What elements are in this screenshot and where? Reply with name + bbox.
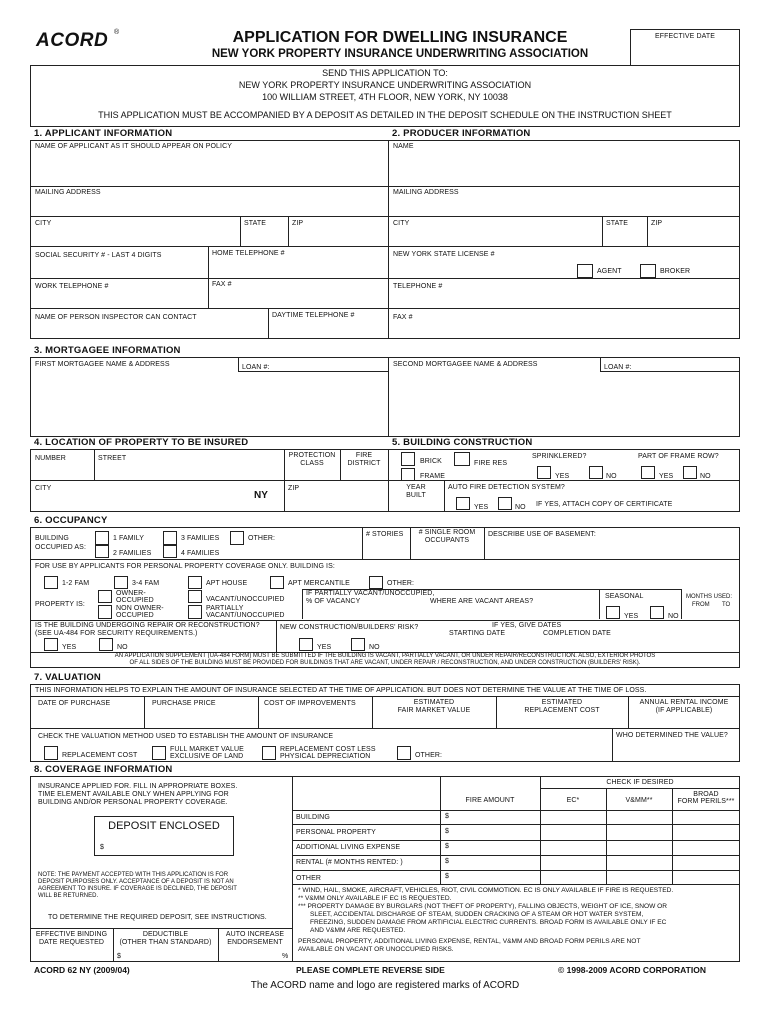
building-occupied-label: BUILDING [35,535,69,542]
auto-fire-detection-label: AUTO FIRE DETECTION SYSTEM? [448,484,565,491]
supplement-notice: AN APPLICATION SUPPLEMENT (UA-484 FORM) MUST BE SUBMITTED IF THE BUILDING IS VACANT, PARTIALLY VACANT, OR UNDER REPAIR/RECONSTRUCTION. ALSO, EXTERIOR PHOTOS [114,653,656,659]
copyright: © 1998-2009 ACORD CORPORATION [558,965,706,975]
producer-name-label: NAME [393,143,414,150]
property-number-label: NUMBER [35,455,66,462]
effective-date-label: EFFECTIVE DATE [655,33,715,40]
partially-vacant-checkbox[interactable] [188,605,202,619]
frame-row-no-label: NO [700,473,711,480]
applicant-state-label: STATE [244,220,267,227]
ssn-label: SOCIAL SECURITY # - LAST 4 DIGITS [35,252,162,259]
repair-yes-label: YES [62,644,77,651]
replacement-est-label: ESTIMATED [541,699,583,706]
year-built-label-2: BUILT [406,492,426,499]
send-to-address: 100 WILLIAM STREET, 4TH FLOOR, NEW YORK, NY 10038 [262,92,508,102]
attach-certificate-label: IF YES, ATTACH COPY OF CERTIFICATE [536,501,673,508]
footnote-broad-2: SLEET, ACCIDENTAL DISCHARGE OF STEAM, SUDDEN CRACKING OF A STEAM OR HOT WATER SYSTEM, [310,911,644,918]
section-3-title: 3. MORTGAGEE INFORMATION [34,345,181,356]
depreciation-checkbox[interactable] [262,746,276,760]
form-title: APPLICATION FOR DWELLING INSURANCE [232,29,568,46]
broad-form-header: BROAD [693,791,719,798]
four-families-checkbox[interactable] [163,545,177,558]
fam-3-4-checkbox[interactable] [114,576,128,589]
vacant-checkbox[interactable] [188,590,202,603]
producer-name-field[interactable] [389,152,739,185]
footnote-ec: * WIND, HAIL, SMOKE, AIRCRAFT, VEHICLES, RIOT, CIVIL COMMOTION. EC IS ONLY AVAILABLE IF FIRE IS REQUESTED. [298,887,674,894]
protection-class-label-2: CLASS [300,460,324,467]
fire-amount-header: FIRE AMOUNT [465,797,515,804]
seasonal-yes-label: YES [624,613,639,620]
coverage-rental-label: RENTAL (# MONTHS RENTED: ) [296,859,403,866]
deposit-note: NOTE: THE PAYMENT ACCEPTED WITH THIS APPLICATION IS FOR [38,872,229,878]
fire-res-label: FIRE RES [474,460,508,467]
brick-label: BRICK [420,458,442,465]
footnote-vacant-2: AVAILABLE ON VACANT OR UNOCCUPIED RISKS. [298,946,454,953]
fam-3-4-label: 3-4 FAM [132,580,160,587]
applicant-city-label: CITY [35,220,52,227]
building-other-label: OTHER: [387,580,415,587]
give-dates-label: IF YES, GIVE DATES [492,622,562,629]
applicant-zip-label: ZIP [292,220,304,227]
annual-rental-label-2: (IF APPLICABLE) [655,707,713,714]
months-to-label: TO [722,602,731,608]
owner-occupied-checkbox[interactable] [98,590,112,603]
months-from-label: FROM [692,602,710,608]
footnote-broad: *** PROPERTY DAMAGE BY BURGLARS (NOT THEFT OF PROPERTY), FALLING OBJECTS, WEIGHT OF ICE, SNOW OR [298,903,668,910]
applicant-mailing-label: MAILING ADDRESS [35,189,101,196]
acord-logo-reg-mark: ® [114,29,120,36]
depreciation-label-2: PHYSICAL DEPRECIATION [280,753,371,760]
fire-res-checkbox[interactable] [454,452,470,466]
first-loan-label: LOAN #: [242,364,270,371]
starting-date-label: STARTING DATE [449,630,506,637]
frame-label: FRAME [420,473,445,480]
apt-house-label: APT HOUSE [206,580,248,587]
owner-occupied-label-2: OCCUPIED [116,597,154,604]
auto-fire-yes-checkbox[interactable] [456,497,470,510]
three-families-label: 3 FAMILIES [181,535,220,542]
occupancy-other-checkbox[interactable] [230,531,244,545]
full-market-checkbox[interactable] [152,746,166,760]
new-const-yes-checkbox[interactable] [299,638,313,651]
acord-logo: ACORD [36,30,109,51]
agent-checkbox[interactable] [577,264,593,278]
insurance-applied-label-3: BUILDING AND/OR PERSONAL PROPERTY COVERAGE. [38,799,228,806]
sprinklered-label: SPRINKLERED? [532,453,587,460]
broker-label: BROKER [660,268,691,275]
sprinklered-no-label: NO [606,473,617,480]
seasonal-label: SEASONAL [605,593,644,600]
producer-mailing-label: MAILING ADDRESS [393,189,459,196]
three-families-checkbox[interactable] [163,531,177,545]
property-city-label: CITY [35,485,52,492]
required-deposit-label: TO DETERMINE THE REQUIRED DEPOSIT, SEE INSTRUCTIONS. [48,914,267,921]
registered-marks: The ACORD name and logo are registered marks of ACORD [250,980,520,991]
one-family-checkbox[interactable] [95,531,109,545]
purchase-date-label: DATE OF PURCHASE [38,700,111,707]
section-7-title: 7. VALUATION [34,672,101,683]
part-frame-row-label: PART OF FRAME ROW? [638,453,719,460]
deposit-note-2: DEPOSIT PURPOSES ONLY. ACCEPTANCE OF A DEPOSIT IS NOT AN [38,879,234,885]
deposit-note-4: WILL BE RETURNED. [38,893,99,899]
broker-checkbox[interactable] [640,264,656,278]
repair-question-label-2: (SEE UA-484 FOR SECURITY REQUIREMENTS.) [35,630,198,637]
who-determined-label: WHO DETERMINED THE VALUE? [616,732,728,739]
apt-mercantile-label: APT MERCANTILE [288,580,350,587]
coverage-personal-label: PERSONAL PROPERTY [296,829,376,836]
vacancy-pct-label-2: % OF VACANCY [306,598,361,605]
coverage-other-label: OTHER [296,875,321,882]
sprinklered-no-checkbox[interactable] [589,466,603,479]
agent-label: AGENT [597,268,622,275]
seasonal-yes-checkbox[interactable] [606,606,620,619]
full-market-label-2: EXCLUSIVE OF LAND [170,753,244,760]
two-families-label: 2 FAMILIES [113,550,152,557]
auto-increase-pct: % [282,953,289,960]
additional-amount[interactable]: $ [445,843,449,850]
vacancy-pct-label: IF PARTIALLY VACANT/UNOCCUPIED, [306,590,435,597]
valuation-other-label: OTHER: [415,752,443,759]
annual-rental-label: ANNUAL RENTAL INCOME [639,699,729,706]
fam-1-2-checkbox[interactable] [44,576,58,589]
footnote-broad-3: FREEZING, SUDDEN DAMAGE FROM ARTIFICIAL ELECTRIC CURRENTS. BROAD FORM IS AVAILABLE ONLY IF EC [310,919,667,926]
complete-reverse-note: PLEASE COMPLETE REVERSE SIDE [296,965,445,975]
auto-increase-label: AUTO INCREASE [225,931,285,938]
non-owner-occupied-label-2: OCCUPIED [116,612,154,619]
owner-occupied-label: OWNER- [116,590,146,597]
applicant-mailing-field[interactable] [31,198,387,215]
new-construction-label: NEW CONSTRUCTION/BUILDERS' RISK? [280,624,419,631]
producer-state-label: STATE [606,220,629,227]
non-owner-occupied-label: NON OWNER- [116,605,164,612]
send-to-org: NEW YORK PROPERTY INSURANCE UNDERWRITING ASSOCIATION [238,80,532,90]
effective-binding-label: EFFECTIVE BINDING [35,931,108,938]
footnote-vacant: PERSONAL PROPERTY, ADDITIONAL LIVING EXPENSE, RENTAL, V&MM AND BROAD FORM PERILS ARE NOT [298,938,641,945]
single-room-label-2: OCCUPANTS [424,537,470,544]
vacant-label: VACANT/UNOCCUPIED [206,596,285,603]
protection-class-label: PROTECTION [288,452,336,459]
applicant-fax-label: FAX # [212,281,232,288]
year-built-label: YEAR [406,484,426,491]
section-6-title: 6. OCCUPANCY [34,515,108,526]
insurance-applied-label: INSURANCE APPLIED FOR. FILL IN APPROPRIATE BOXES. [38,783,238,790]
property-street-label: STREET [98,455,127,462]
brick-checkbox[interactable] [401,452,415,466]
property-zip-label: ZIP [288,485,300,492]
frame-row-yes-label: YES [659,473,674,480]
two-families-checkbox[interactable] [95,545,109,558]
purchase-price-label: PURCHASE PRICE [152,700,216,707]
auto-increase-label-2: ENDORSEMENT [227,939,283,946]
license-label: NEW YORK STATE LICENSE # [393,251,495,258]
applicant-name-label: NAME OF APPLICANT AS IT SHOULD APPEAR ON POLICY [35,143,232,150]
seasonal-no-label: NO [668,613,679,620]
apt-house-checkbox[interactable] [188,576,202,589]
section-2-title: 2. PRODUCER INFORMATION [392,128,531,139]
auto-fire-yes-label: YES [474,504,489,511]
frame-row-no-checkbox[interactable] [683,466,697,479]
replacement-cost-checkbox[interactable] [44,746,58,760]
personal-amount[interactable]: $ [445,828,449,835]
inspector-contact-label: NAME OF PERSON INSPECTOR CAN CONTACT [35,314,197,321]
four-families-label: 4 FAMILIES [181,550,220,557]
apt-mercantile-checkbox[interactable] [270,576,284,589]
deposit-dollar-sign: $ [100,844,104,851]
completion-date-label: COMPLETION DATE [543,630,611,637]
fire-district-label-2: DISTRICT [347,460,381,467]
home-telephone-label: HOME TELEPHONE # [212,250,285,257]
property-state-value: NY [254,490,268,501]
deposit-notice: THIS APPLICATION MUST BE ACCOMPANIED BY A DEPOSIT AS DETAILED IN THE DEPOSIT SCHEDULE ON THE INSTRUCTION SHEET [98,110,672,120]
daytime-telephone-label: DAYTIME TELEPHONE # [272,312,355,319]
depreciation-label: REPLACEMENT COST LESS [280,746,376,753]
vacant-areas-label: WHERE ARE VACANT AREAS? [430,598,534,605]
second-loan-label: LOAN #: [604,364,632,371]
valuation-method-label: CHECK THE VALUATION METHOD USED TO ESTABLISH THE AMOUNT OF INSURANCE [38,733,334,740]
fam-1-2-label: 1-2 FAM [62,580,90,587]
valuation-other-checkbox[interactable] [397,746,411,760]
repair-question-label: IS THE BUILDING UNDERGOING REPAIR OR RECONSTRUCTION? [35,622,260,629]
supplement-notice-2: OF ALL SIDES OF THE BUILDING MUST BE PROVIDED FOR BUILDINGS THAT ARE VACANT, UNDER REPAIR / RECONSTRUCTION, AND UNDER CONSTRUCTION (BUILDERS' RISK). [129,660,641,666]
new-const-no-checkbox[interactable] [351,638,365,651]
partially-vacant-label-2: VACANT/UNOCCUPIED [206,612,285,619]
section-8-title: 8. COVERAGE INFORMATION [34,764,173,775]
new-const-yes-label: YES [317,644,332,651]
producer-telephone-label: TELEPHONE # [393,283,443,290]
section-5-title: 5. BUILDING CONSTRUCTION [392,437,533,448]
fair-market-label-2: FAIR MARKET VALUE [397,707,471,714]
section-1-title: 1. APPLICANT INFORMATION [34,128,173,139]
repair-no-label: NO [117,644,128,651]
rental-amount[interactable]: $ [445,858,449,865]
applicant-name-field[interactable] [31,152,387,185]
footnote-broad-4: AND V&MM ARE REQUESTED. [310,927,406,934]
improvements-label: COST OF IMPROVEMENTS [264,700,356,707]
deductible-label: DEDUCTIBLE [142,931,189,938]
partially-vacant-label: PARTIALLY [206,605,244,612]
deposit-enclosed-label: DEPOSIT ENCLOSED [108,820,220,832]
check-if-desired-label: CHECK IF DESIRED [606,779,674,786]
coverage-building-label: BUILDING [296,814,330,821]
ec-header: EC* [566,797,580,804]
other-amount[interactable]: $ [445,873,449,880]
producer-zip-label: ZIP [651,220,663,227]
single-room-label: # SINGLE ROOM [418,529,476,536]
producer-fax-label: FAX # [393,314,413,321]
occupancy-other-label: OTHER: [248,535,276,542]
effective-binding-label-2: DATE REQUESTED [38,939,105,946]
valuation-explain: THIS INFORMATION HELPS TO EXPLAIN THE AMOUNT OF INSURANCE SELECTED AT THE TIME OF APPLICATION. BUT DOES NOT DETERMINE THE VALUE AT THE TIME OF LOSS. [35,687,647,694]
full-market-label: FULL MARKET VALUE [170,746,244,753]
first-mortgagee-label: FIRST MORTGAGEE NAME & ADDRESS [35,361,170,368]
insurance-applied-label-2: TIME ELEMENT AVAILABLE ONLY WHEN APPLYING FOR [38,791,229,798]
deductible-dollar-sign: $ [117,953,121,960]
replacement-cost-label: REPLACEMENT COST [62,752,138,759]
months-used-label: MONTHS USED: [686,594,733,600]
basement-use-label: DESCRIBE USE OF BASEMENT: [488,531,596,538]
sprinklered-yes-checkbox[interactable] [537,466,551,479]
personal-property-only-label: FOR USE BY APPLICANTS FOR PERSONAL PROPERTY COVERAGE ONLY. BUILDING IS: [35,563,335,570]
auto-fire-no-checkbox[interactable] [498,497,512,510]
repair-yes-checkbox[interactable] [44,638,58,651]
building-other-checkbox[interactable] [369,576,383,589]
property-is-label: PROPERTY IS: [35,601,85,608]
fair-market-label: ESTIMATED [413,699,455,706]
non-owner-occupied-checkbox[interactable] [98,605,112,619]
new-const-no-label: NO [369,644,380,651]
producer-city-label: CITY [393,220,410,227]
stories-label: # STORIES [366,531,404,538]
work-telephone-label: WORK TELEPHONE # [35,283,109,290]
form-number: ACORD 62 NY (2009/04) [34,965,130,975]
one-family-label: 1 FAMILY [113,535,145,542]
replacement-est-label-2: REPLACEMENT COST [524,707,600,714]
footnote-vmm: ** V&MM ONLY AVAILABLE IF EC IS REQUESTED. [298,895,452,902]
seasonal-no-checkbox[interactable] [650,606,664,619]
section-4-title: 4. LOCATION OF PROPERTY TO BE INSURED [34,437,249,448]
sprinklered-yes-label: YES [555,473,570,480]
coverage-additional-label: ADDITIONAL LIVING EXPENSE [296,844,401,851]
send-to-label: SEND THIS APPLICATION TO: [322,68,448,78]
deductible-label-2: (OTHER THAN STANDARD) [119,939,212,946]
vmm-header: V&MM** [625,797,653,804]
fire-district-label: FIRE [355,452,373,459]
building-occupied-label-2: OCCUPIED AS: [35,544,86,551]
frame-row-yes-checkbox[interactable] [641,466,655,479]
broad-form-header-2: FORM PERILS*** [677,798,735,805]
building-amount[interactable]: $ [445,813,449,820]
repair-no-checkbox[interactable] [99,638,113,651]
deposit-note-3: AGREEMENT TO INSURE. IF COVERAGE IS DECLINED, THE DEPOSIT [38,886,237,892]
second-mortgagee-label: SECOND MORTGAGEE NAME & ADDRESS [393,361,538,368]
auto-fire-no-label: NO [515,504,526,511]
form-subtitle: NEW YORK PROPERTY INSURANCE UNDERWRITING ASSOCIATION [211,48,589,60]
